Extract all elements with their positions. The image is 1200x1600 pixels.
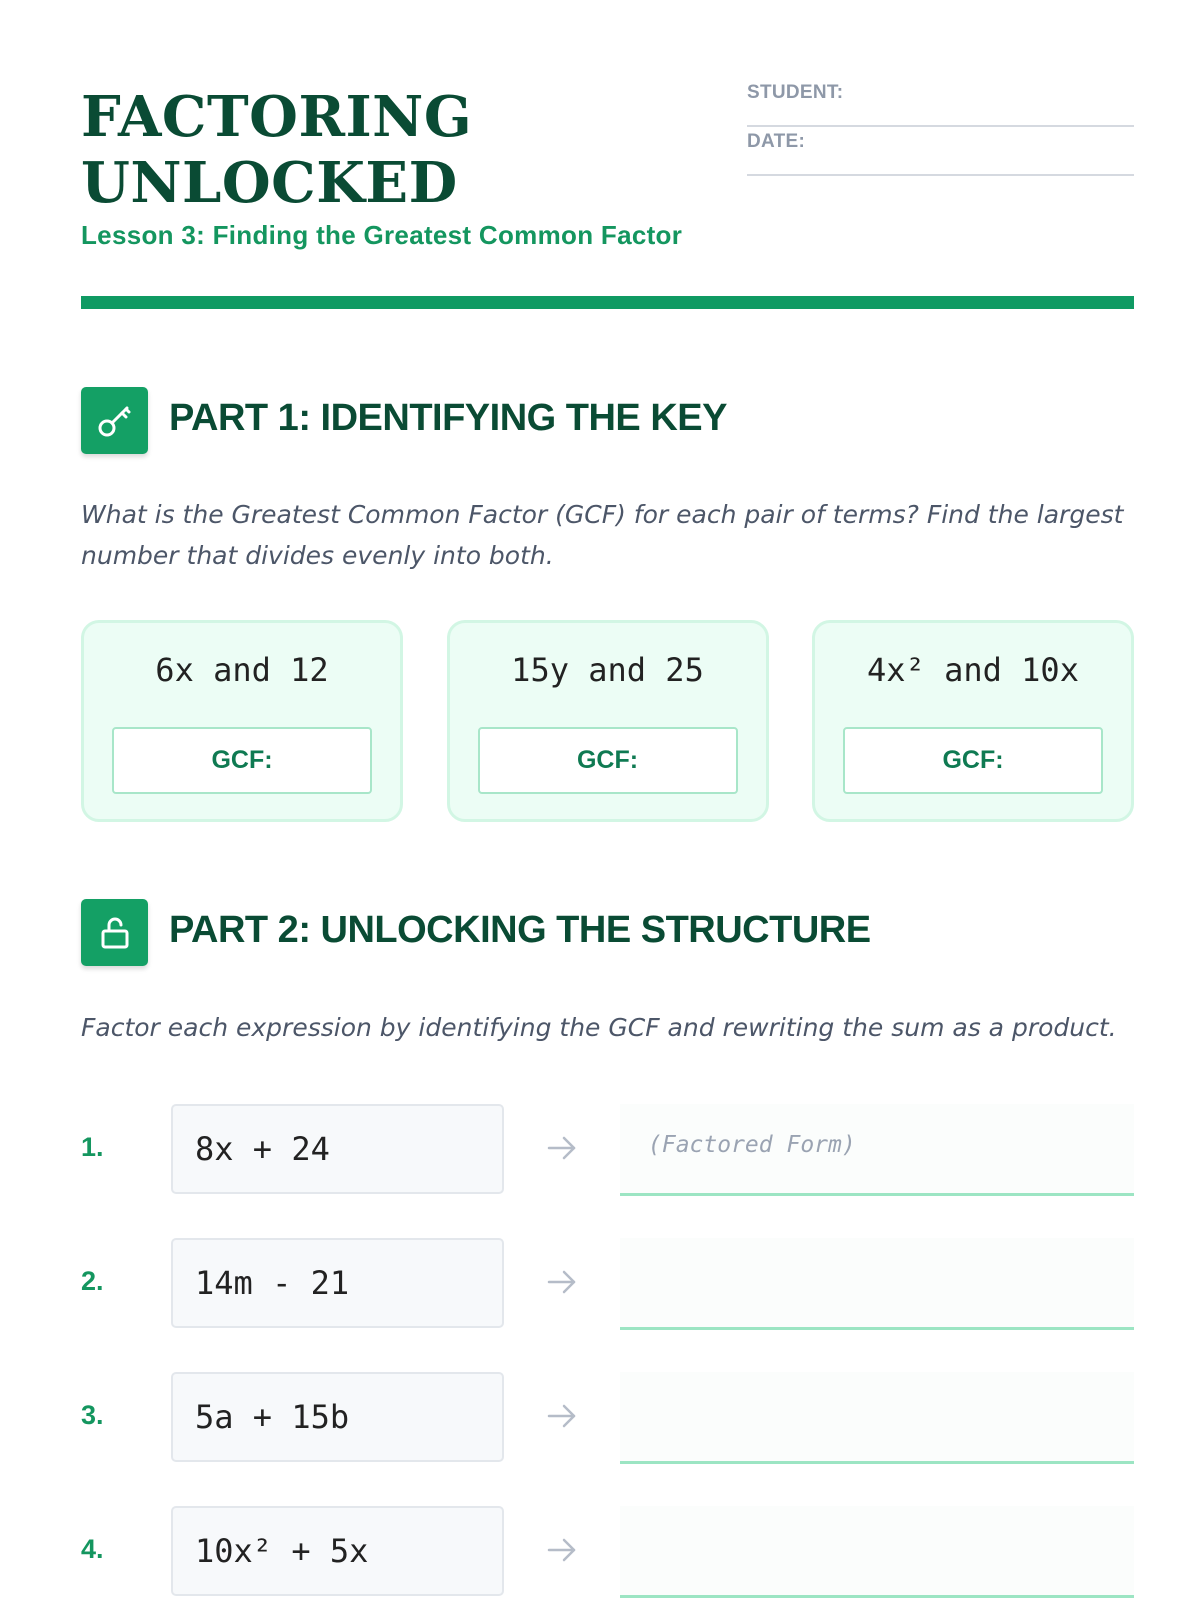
problem-expression: 14m - 21 (171, 1238, 504, 1328)
problem-number: 3. (81, 1400, 104, 1430)
gcf-card (447, 620, 769, 822)
arrow-right-icon (546, 1398, 578, 1434)
problem-row (81, 1372, 1134, 1464)
problem-number: 2. (81, 1266, 104, 1296)
student-name-field[interactable] (747, 78, 1134, 127)
gcf-label: GCF: (211, 746, 273, 774)
date-label: DATE: (747, 131, 806, 152)
lesson-subtitle: Lesson 3: Finding the Greatest Common Factor (81, 220, 683, 250)
title-line-2: UNLOCKED (81, 150, 458, 216)
problem-number: 4. (81, 1534, 104, 1564)
card-expression: 4x² and 10x (867, 651, 1079, 689)
gcf-label: GCF: (942, 746, 1004, 774)
gcf-card (81, 620, 403, 822)
factored-answer-field[interactable] (620, 1238, 1134, 1330)
problem-expression: 8x + 24 (171, 1104, 504, 1194)
student-label: STUDENT: (747, 82, 844, 103)
problem-row (81, 1238, 1134, 1330)
gcf-answer-box[interactable] (478, 727, 738, 794)
gcf-answer-box[interactable] (112, 727, 372, 794)
part1-title: PART 1: IDENTIFYING THE KEY (169, 397, 727, 439)
header-divider (81, 296, 1134, 309)
page-title (81, 84, 472, 216)
part2-instruction: Factor each expression by identifying the GCF and rewriting the sum as a product. (81, 1013, 1117, 1042)
key-icon (81, 387, 148, 454)
arrow-right-icon (546, 1532, 578, 1568)
gcf-card (812, 620, 1134, 822)
student-info (747, 78, 1134, 176)
problem-number: 1. (81, 1132, 104, 1162)
part1-instruction: What is the Greatest Common Factor (GCF) for each pair of terms? Find the largest number that divides evenly into both. (81, 500, 1124, 570)
problem-expression: 5a + 15b (171, 1372, 504, 1462)
gcf-label: GCF: (576, 746, 639, 774)
problem-row (81, 1104, 1134, 1196)
problem-expression: 10x² + 5x (171, 1506, 504, 1596)
answer-placeholder: (Factored Form) (648, 1132, 856, 1158)
unlock-icon (81, 899, 148, 966)
problem-row (81, 1506, 1134, 1598)
card-expression: 15y and 25 (511, 651, 704, 689)
gcf-cards (81, 620, 1134, 822)
arrow-right-icon (546, 1130, 578, 1166)
gcf-answer-box[interactable] (843, 727, 1103, 794)
factored-answer-field[interactable] (620, 1104, 1134, 1196)
worksheet-page (81, 0, 1134, 1600)
factored-answer-field[interactable] (620, 1506, 1134, 1598)
card-expression: 6x and 12 (155, 651, 329, 689)
date-field[interactable] (747, 127, 1134, 176)
arrow-right-icon (546, 1264, 578, 1300)
part2-title: PART 2: UNLOCKING THE STRUCTURE (169, 909, 871, 951)
factored-answer-field[interactable] (620, 1372, 1134, 1464)
title-line-1: FACTORING (81, 84, 473, 150)
